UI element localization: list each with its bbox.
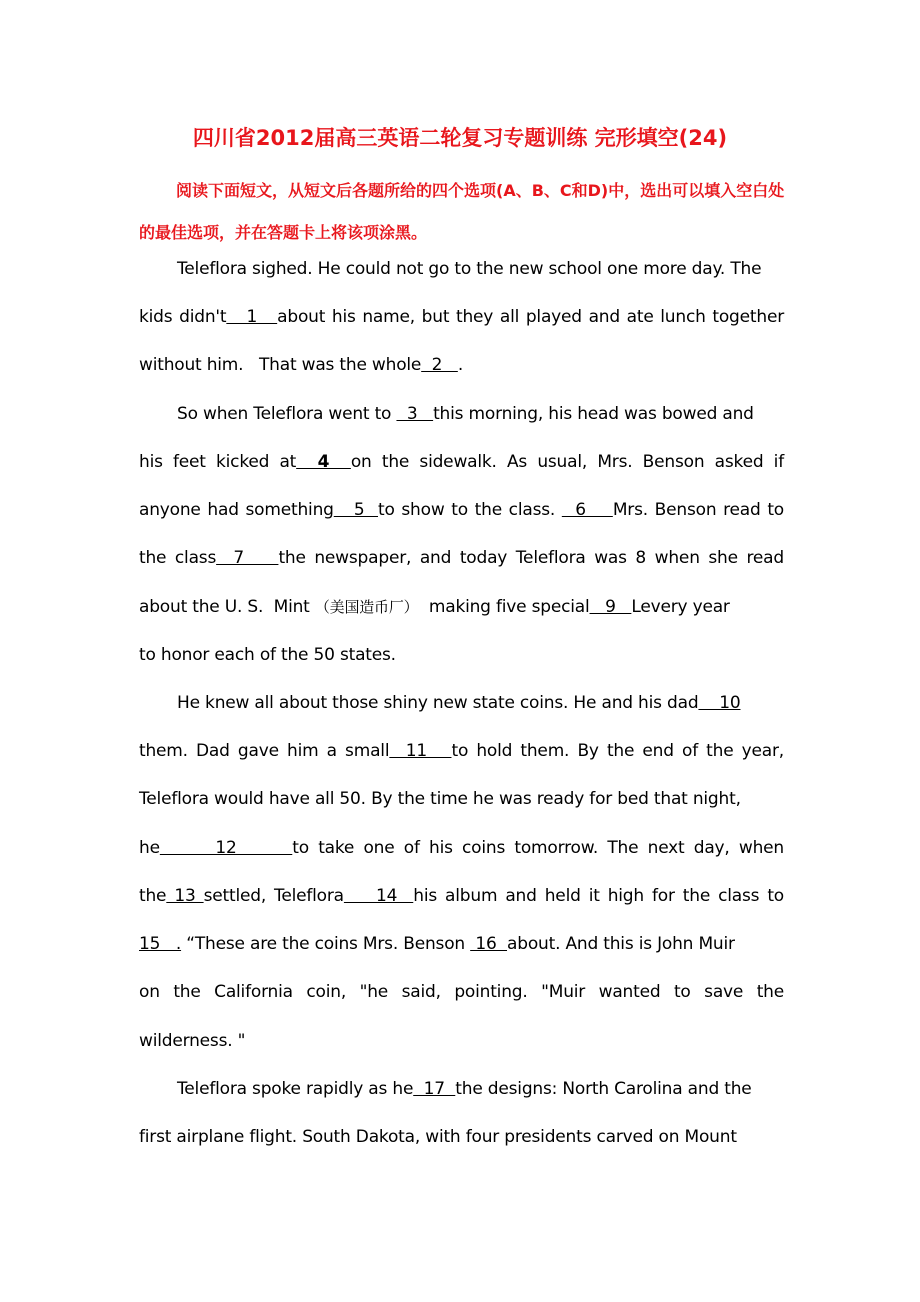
passage-text: about the U. S. Mint (139, 597, 315, 617)
passage-text: to hold them. By the end of the year, (451, 741, 784, 761)
blank-13: 13 (166, 886, 204, 906)
passage-line (139, 486, 784, 534)
passage-text: first airplane flight. South Dakota, with four presidents carved on Mount (139, 1127, 737, 1147)
passage-line (139, 583, 730, 631)
blank-9: 9 (589, 597, 632, 617)
passage-line (139, 1017, 245, 1065)
passage-text: Levery year (631, 597, 730, 617)
passage-text-chinese: （美国造币厂） (314, 598, 419, 616)
passage-text: about. And this is John Muir (507, 934, 735, 954)
passage-text: Mrs. Benson read to (612, 500, 785, 520)
passage-line (139, 631, 396, 679)
passage-text: the newspaper, and today Teleflora was 8 when she read (278, 548, 784, 568)
blank-17: 17 (413, 1079, 456, 1099)
passage-text: Teleflora would have all 50. By the time he was ready for bed that night, (139, 789, 741, 809)
passage-line (139, 438, 784, 486)
passage-text: his album and held it high for the class to (413, 886, 784, 906)
passage-line (139, 390, 754, 438)
passage-text: Teleflora sighed. He could not go to the new school one more day. The (177, 259, 762, 279)
blank-6: 6 (561, 500, 613, 520)
passage-text: . (457, 355, 464, 375)
blank-1: 1 (226, 307, 278, 327)
passage-text: settled, Teleflora (203, 886, 344, 906)
passage-text: he (139, 838, 160, 858)
passage-line (139, 872, 784, 920)
passage-text: He knew all about those shiny new state coins. He and his dad (177, 693, 699, 713)
passage-line (139, 534, 784, 582)
passage-text: his feet kicked at (139, 452, 297, 472)
blank-12: 12 (159, 838, 293, 858)
passage-line (139, 775, 741, 823)
passage-text: this morning, his head was bowed and (433, 404, 754, 424)
passage-text: on the sidewalk. As usual, Mrs. Benson asked if (350, 452, 784, 472)
passage-line (139, 1113, 737, 1161)
passage-line (139, 341, 463, 389)
passage-text: Teleflora spoke rapidly as he (177, 1079, 414, 1099)
blank-4: 4 (296, 452, 351, 472)
passage-line (139, 968, 784, 1016)
passage-line (139, 824, 784, 872)
passage-text: to honor each of the 50 states. (139, 645, 396, 665)
passage-text: the class (139, 548, 217, 568)
passage-line (139, 245, 761, 293)
blank-11: 11 (389, 741, 452, 761)
passage-text: anyone had something (139, 500, 334, 520)
passage-text: So when Teleflora went to (177, 404, 397, 424)
passage-text: “These are the coins Mrs. Benson (181, 934, 471, 954)
blank-3: 3 (396, 404, 434, 424)
passage-line (139, 1065, 752, 1113)
blank-7: 7 (216, 548, 279, 568)
passage-line (139, 920, 735, 968)
passage-text: them. Dad gave him a small (139, 741, 390, 761)
passage-text: making five special (418, 597, 590, 617)
passage-line (139, 727, 784, 775)
blank-2: 2 (421, 355, 458, 375)
passage-text: kids didn't (139, 307, 227, 327)
passage-text: the designs: North Carolina and the (455, 1079, 752, 1099)
blank-5: 5 (333, 500, 378, 520)
instructions: 阅读下面短文，从短文后各题所给的四个选项(A、B、C和D)中，选出可以填入空白处的最佳选项，并在答题卡上将该项涂黑。 (139, 181, 785, 242)
passage-text: on the California coin, "he said, pointing. "Muir wanted to save the (139, 982, 784, 1002)
passage-text: to take one of his coins tomorrow. The next day, when (292, 838, 784, 858)
blank-14: 14 (343, 886, 414, 906)
passage-line (139, 679, 740, 727)
passage-text: about his name, but they all played and ate lunch together (277, 307, 784, 327)
passage-text: to show to the class. (378, 500, 562, 520)
passage-text: without him. That was the whole (139, 355, 422, 375)
page-title: 四川省2012届高三英语二轮复习专题训练 完形填空(24) (192, 126, 728, 150)
blank-16: 16 (470, 934, 508, 954)
passage-text: the (139, 886, 167, 906)
passage-line (139, 293, 784, 341)
passage-text: wilderness. " (139, 1031, 246, 1051)
blank-15: 15 . (139, 934, 182, 954)
blank-10: 10 (698, 693, 741, 713)
